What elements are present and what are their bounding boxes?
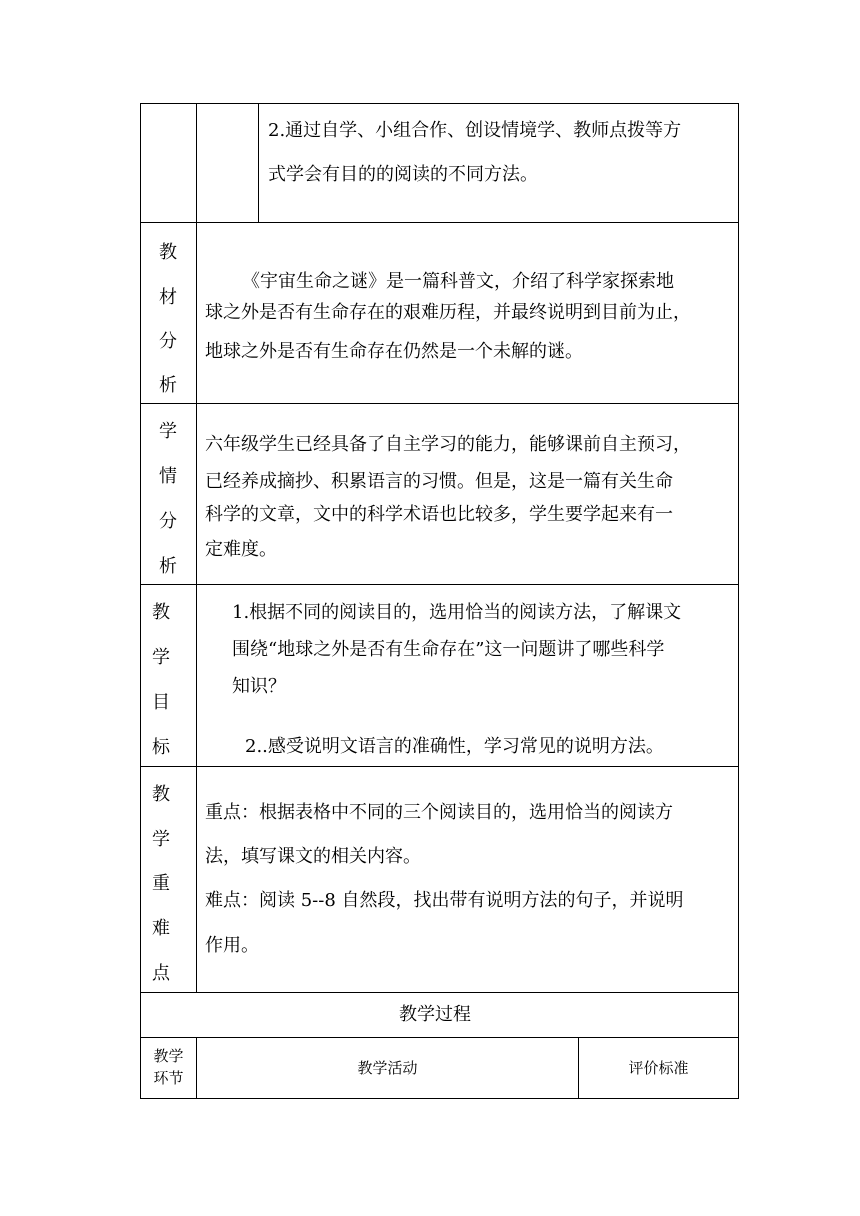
header-teaching-stage — [141, 1045, 196, 1089]
table-border-left — [140, 103, 141, 1099]
difficult-point-line-2: 作用。 — [205, 935, 259, 956]
teaching-goals-label-3: 目 — [152, 692, 170, 713]
teaching-goals-label-4: 标 — [152, 737, 170, 758]
header-teaching-activity: 教学活动 — [357, 1059, 418, 1077]
row-divider — [140, 584, 739, 585]
material-analysis-label-3: 分 — [159, 331, 177, 352]
column-divider — [258, 103, 259, 222]
teaching-process-title: 教学过程 — [399, 1004, 471, 1025]
material-analysis-label-4: 析 — [159, 375, 177, 396]
key-points-label-3: 重 — [152, 873, 170, 894]
table-border-right — [738, 103, 739, 1099]
teaching-goals-label-1: 教 — [152, 602, 170, 623]
teaching-goals-label-2: 学 — [152, 647, 170, 668]
row-divider — [140, 992, 739, 993]
header-evaluation-standard: 评价标准 — [628, 1059, 689, 1077]
row-divider — [140, 403, 739, 404]
material-analysis-text-2: 球之外是否有生命存在的艰难历程，并最终说明到目前为止， — [205, 302, 691, 323]
student-analysis-label-3: 分 — [159, 511, 177, 532]
teaching-goal-1-line-2: 围绕“地球之外是否有生命存在”这一问题讲了哪些科学 — [232, 639, 665, 660]
student-analysis-text-4: 定难度。 — [205, 539, 277, 560]
student-analysis-text-2: 已经养成摘抄、积累语言的习惯。但是，这是一篇有关生命 — [205, 471, 673, 492]
student-analysis-text-3: 科学的文章，文中的科学术语也比较多，学生要学起来有一 — [205, 504, 673, 525]
row-divider — [140, 766, 739, 767]
teaching-goal-1-line-1: 1.根据不同的阅读目的，选用恰当的阅读方法，了解课文 — [232, 602, 682, 623]
row-divider — [140, 222, 739, 223]
header-teaching-stage-line-2: 环节 — [153, 1069, 184, 1087]
material-analysis-label-1: 教 — [159, 242, 177, 263]
teaching-goal-2: 2..感受说明文语言的准确性，学习常见的说明方法。 — [245, 736, 664, 757]
material-analysis-text-1: 《宇宙生命之谜》是一篇科普文，介绍了科学家探索地 — [242, 271, 674, 292]
student-analysis-label-1: 学 — [159, 421, 177, 442]
student-analysis-text-1: 六年级学生已经具备了自主学习的能力，能够课前自主预习， — [205, 434, 691, 455]
teaching-goal-1-line-3: 知识？ — [232, 676, 286, 697]
difficult-point-line-1: 难点：阅读 5--8 自然段，找出带有说明方法的句子，并说明 — [205, 890, 684, 911]
table-border-bottom — [140, 1098, 739, 1099]
key-points-label-1: 教 — [152, 784, 170, 805]
student-analysis-label-4: 析 — [159, 556, 177, 577]
key-points-label-5: 点 — [152, 963, 170, 984]
header-teaching-stage-line-1: 教学 — [153, 1047, 184, 1065]
goal-2-line-2: 式学会有目的的阅读的不同方法。 — [268, 164, 538, 185]
table-border-top — [140, 103, 739, 104]
goal-2-line-1: 2.通过自学、小组合作、创设情境学、教师点拨等方 — [268, 120, 682, 141]
key-point-line-2: 法，填写课文的相关内容。 — [205, 846, 421, 867]
key-point-line-1: 重点：根据表格中不同的三个阅读目的，选用恰当的阅读方 — [205, 802, 673, 823]
key-points-label-2: 学 — [152, 829, 170, 850]
material-analysis-label-2: 材 — [159, 287, 177, 308]
student-analysis-label-2: 情 — [159, 466, 177, 487]
column-divider — [196, 103, 197, 992]
material-analysis-text-3: 地球之外是否有生命存在仍然是一个未解的谜。 — [205, 341, 583, 362]
key-points-label-4: 难 — [152, 918, 170, 939]
row-divider — [140, 1037, 739, 1038]
